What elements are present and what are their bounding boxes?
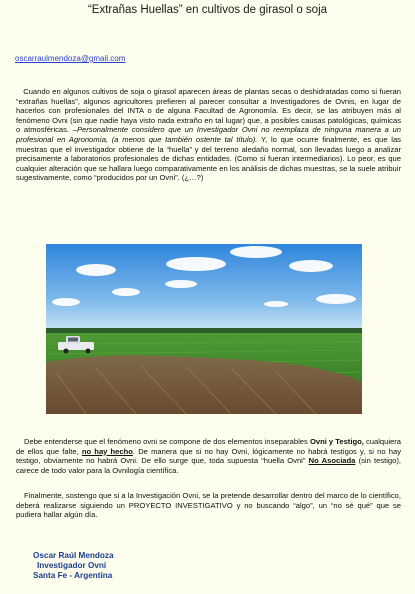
- ovni-testigo-emphasis: Ovni y Testigo,: [309, 437, 364, 446]
- no-asociada-emphasis: No Asociada: [308, 456, 356, 466]
- phenomenon-text-a: Debe entenderse que el fenómeno ovni se compone de dos elementos inseparables: [24, 437, 310, 446]
- signature-role: Investigador Ovni: [37, 561, 107, 571]
- phenomenon-text-c: . De manera que si no hay Ovni, lógicamente no habrá testigos y, si no hay testigo, obviamente no habrá Ovni. De ello surge que, toda supuesta “huella Ovni”: [16, 446, 402, 466]
- paragraph-intro: [16, 87, 401, 183]
- intro-text-a: Cuando en algunos cultivos de soja o girasol aparecen áreas de plantas secas o deshidratadas como si fueran “extrañas huellas”, algunos agricultores prefieren al parecer consultar a Investigadores de Ovnis, en lugar de hacerlos con profesionales del INTA o de alguna Facultad de Agronomía. Es decir, se las atribuyen más al fenómeno Ovni (sin que nadie haya visto nada extraño en tal lugar) que, a posibles causas patológicas, químicas o atmosféricas. –: [16, 87, 401, 135]
- signature-place: Santa Fe - Argentina: [33, 571, 113, 581]
- phenomenon-text-b: cualquiera de ellos que falte,: [16, 437, 401, 456]
- author-email-link[interactable]: oscarraulmendoza@gmail.com: [15, 54, 126, 63]
- phenomenon-text-d: (sin testigo), carece de todo valor para la Ovnilogía científica.: [16, 456, 402, 475]
- no-hay-hecho-emphasis: no hay hecho: [81, 446, 133, 456]
- signature-name: Oscar Raúl Mendoza: [33, 551, 114, 560]
- intro-text-b: Y, lo que ocurre finalmente, es que las muestras que el investigador obtiene de la “huella” y del terreno aledaño normal, son llevadas luego a analizar precisamente a laboratorios profesionales de dichas entidades. (Como si fueran intermediarios). Lo peor, es que cualquier alteración que se hallara luego comparativamente en los análisis de dichas muestras, se la suele atribuir sugestivamente, como “producidos por un Ovni”. (¿…?): [16, 134, 401, 183]
- paragraph-phenomenon: [16, 437, 401, 475]
- field-photo: [46, 244, 362, 414]
- paragraph-conclusion: Finalmente, sostengo que si a la Investigación Ovni, se la pretende desarrollar dentro del marco de lo científico, deberá realizarse siguiendo un PROYECTO INVESTIGATIVO y no buscando “algo”, un “no sé qué” que se pudiera hallar algún día.: [16, 491, 401, 520]
- intro-italic-note: Personalmente considero que un Investigador Ovni no reemplaza de ninguna manera a un profesional en Agronomía, (a menos que también ostente tal título).: [16, 125, 401, 144]
- page-title: “Extrañas Huellas” en cultivos de girasol o soja: [87, 4, 328, 16]
- signature-block: [33, 551, 114, 582]
